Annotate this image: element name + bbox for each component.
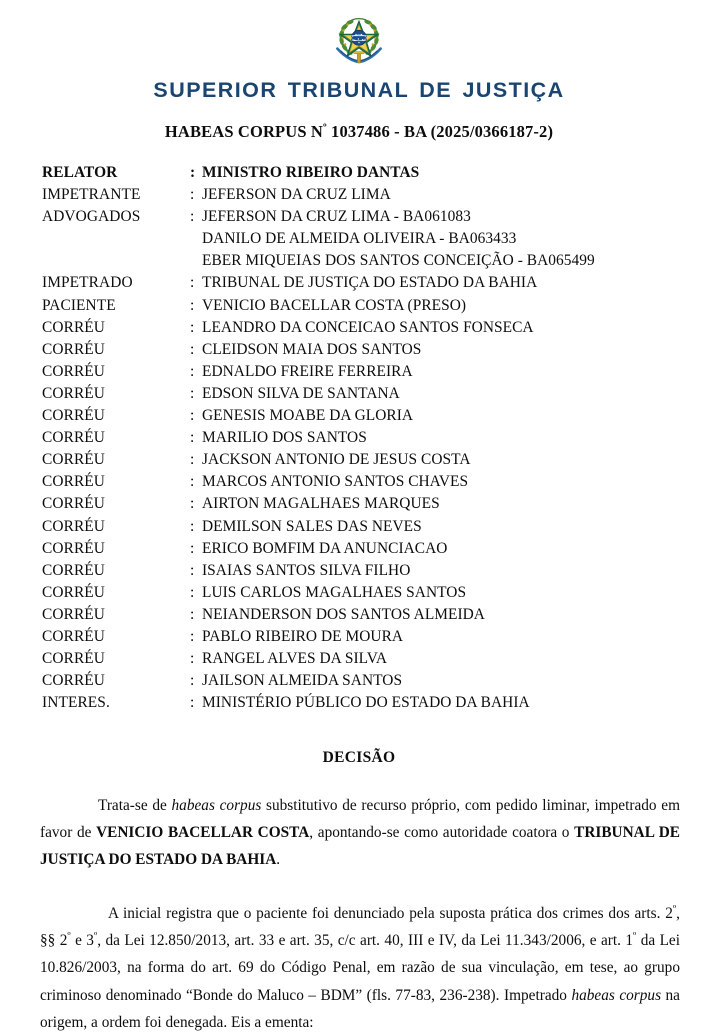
party-colon: :: [190, 208, 195, 226]
party-label: CORRÉU: [42, 429, 106, 447]
case-number: [0, 121, 718, 141]
party-label: CORRÉU: [42, 561, 106, 579]
party-label: CORRÉU: [42, 605, 106, 623]
decision-paragraph-2: [40, 900, 680, 1036]
par1-seg-5: , apontando-se como autoridade coatora o: [309, 824, 575, 842]
party-value: EDSON SILVA DE SANTANA: [202, 384, 400, 402]
party-label: CORRÉU: [42, 362, 106, 380]
party-value: TRIBUNAL DE JUSTIÇA DO ESTADO DA BAHIA: [202, 274, 538, 292]
party-value: ERICO BOMFIM DA ANUNCIACAO: [202, 539, 448, 557]
party-value: RANGEL ALVES DA SILVA: [202, 650, 388, 668]
party-value: PABLO RIBEIRO DE MOURA: [202, 627, 404, 645]
party-value: VENICIO BACELLAR COSTA (PRESO): [202, 296, 467, 314]
party-value: GENESIS MOABE DA GLORIA: [202, 407, 414, 425]
party-label: PACIENTE: [42, 296, 116, 314]
party-value: LUIS CARLOS MAGALHAES SANTOS: [202, 583, 467, 601]
party-colon: :: [190, 274, 195, 292]
party-label: CORRÉU: [42, 517, 106, 535]
par2-ordinal-3: º: [93, 930, 98, 942]
decision-heading: DECISÃO: [322, 749, 396, 767]
party-colon: :: [190, 605, 195, 623]
party-row: [42, 184, 680, 206]
party-row: [42, 604, 680, 626]
party-row-continuation: [42, 250, 680, 272]
case-number-rest: 1037486 - BA (2025/0366187-2): [326, 121, 554, 141]
party-colon: :: [190, 539, 195, 557]
party-value: EDNALDO FREIRE FERREIRA: [202, 362, 413, 380]
party-colon: :: [190, 473, 195, 491]
party-row: [42, 317, 680, 339]
party-row: [42, 648, 680, 670]
party-row: [42, 449, 680, 471]
party-colon: :: [190, 451, 195, 469]
decision-paragraph-1: [40, 792, 680, 874]
party-label: CORRÉU: [42, 473, 106, 491]
party-value: NEIANDERSON DOS SANTOS ALMEIDA: [202, 605, 485, 623]
party-label: RELATOR: [42, 164, 118, 181]
party-label: CORRÉU: [42, 650, 106, 668]
party-label: IMPETRANTE: [42, 186, 141, 204]
party-row: [42, 692, 680, 714]
party-label: IMPETRADO: [42, 274, 133, 292]
party-value: DANILO DE ALMEIDA OLIVEIRA - BA063433: [202, 230, 517, 248]
party-list: [0, 162, 718, 714]
party-colon: :: [190, 672, 195, 690]
party-row: [42, 427, 680, 449]
party-value: JAILSON ALMEIDA SANTOS: [202, 672, 403, 690]
par2-seg-2: , §§ 2: [40, 904, 680, 950]
brazil-coat-of-arms-icon: [329, 9, 389, 69]
party-colon: :: [190, 517, 195, 535]
document-masthead: [0, 0, 718, 140]
party-colon: :: [190, 340, 195, 358]
court-title: SUPERIOR TRIBUNAL DE JUSTIÇA: [153, 78, 565, 102]
party-value: JEFERSON DA CRUZ LIMA - BA061083: [202, 208, 471, 226]
party-colon: :: [190, 164, 196, 181]
party-row: [42, 626, 680, 648]
party-colon: :: [190, 186, 195, 204]
party-row: [42, 582, 680, 604]
party-colon: :: [190, 650, 195, 668]
party-value: MINISTÉRIO PÚBLICO DO ESTADO DA BAHIA: [202, 694, 530, 712]
party-row: [42, 493, 680, 515]
party-label: CORRÉU: [42, 451, 106, 469]
party-colon: :: [190, 583, 195, 601]
party-label: ADVOGADOS: [42, 208, 141, 226]
party-colon: :: [190, 627, 195, 645]
party-row: [42, 670, 680, 692]
par2-seg-7: na origem, a ordem foi denegada. Eis a ementa:: [40, 986, 680, 1031]
par1-seg-1: Trata-se de: [98, 796, 172, 814]
party-label: CORRÉU: [42, 318, 106, 336]
party-colon: :: [190, 384, 195, 402]
party-value: JACKSON ANTONIO DE JESUS COSTA: [202, 451, 471, 469]
party-value: MARCOS ANTONIO SANTOS CHAVES: [202, 473, 469, 491]
party-label: INTERES.: [42, 694, 110, 712]
party-row: [42, 516, 680, 538]
party-value: MINISTRO RIBEIRO DANTAS: [202, 164, 420, 181]
par2-habeas-corpus-italic: habeas corpus: [571, 986, 662, 1004]
party-label: CORRÉU: [42, 340, 106, 358]
par2-seg-5: da Lei 10.826/2003, na forma do art. 69 do Código Penal, em razão de sua vinculação, em tese, ao grupo criminoso denominado “Bonde do Maluco – BDM” (fls. 77-83, 236-238). Impetrado: [40, 932, 680, 1004]
par1-seg-3: substitutivo de recurso próprio, com pedido liminar, impetrado em favor de: [40, 796, 680, 842]
party-colon: :: [190, 495, 195, 513]
party-row-continuation: [42, 228, 680, 250]
party-row: [42, 538, 680, 560]
case-number-ordinal: º: [323, 121, 327, 133]
party-label: CORRÉU: [42, 495, 106, 513]
party-value: DEMILSON SALES DAS NEVES: [202, 517, 422, 535]
party-colon: :: [190, 296, 195, 314]
par2-ordinal-4: º: [633, 930, 637, 942]
par1-patient-name: VENICIO BACELLAR COSTA: [96, 824, 310, 842]
party-colon: :: [190, 694, 195, 712]
party-colon: :: [190, 407, 195, 425]
party-label: CORRÉU: [42, 407, 106, 425]
party-row: [42, 471, 680, 493]
party-colon: :: [190, 318, 195, 336]
party-value: ISAIAS SANTOS SILVA FILHO: [202, 561, 411, 579]
par1-habeas-corpus-italic: habeas corpus: [171, 796, 262, 814]
party-row: [42, 339, 680, 361]
par2-ordinal-2: º: [67, 930, 71, 942]
party-label: CORRÉU: [42, 583, 106, 601]
party-value: JEFERSON DA CRUZ LIMA: [202, 186, 391, 204]
party-label: CORRÉU: [42, 539, 106, 557]
party-row: [42, 560, 680, 582]
party-row: [42, 272, 680, 294]
party-row: [42, 295, 680, 317]
par1-seg-7: .: [276, 851, 281, 869]
party-row: [42, 383, 680, 405]
par2-seg-1: A inicial registra que o paciente foi denunciado pela suposta prática dos crimes dos arts. 2: [108, 904, 673, 922]
party-label: CORRÉU: [42, 384, 106, 402]
party-row: [42, 206, 680, 228]
party-value: CLEIDSON MAIA DOS SANTOS: [202, 340, 422, 358]
party-value: MARILIO DOS SANTOS: [202, 429, 367, 447]
par2-seg-4: , da Lei 12.850/2013, art. 33 e art. 35, c/c art. 40, III e IV, da Lei 11.343/2006, e art. 1: [97, 932, 634, 950]
party-row: [42, 361, 680, 383]
party-colon: :: [190, 561, 195, 579]
party-row: [42, 162, 680, 184]
decision-body: [0, 792, 718, 1036]
party-colon: :: [190, 429, 195, 447]
party-colon: :: [190, 362, 195, 380]
party-value: EBER MIQUEIAS DOS SANTOS CONCEIÇÃO - BA065499: [202, 252, 595, 270]
party-label: CORRÉU: [42, 672, 106, 690]
party-value: AIRTON MAGALHAES MARQUES: [202, 495, 440, 513]
par2-ordinal-1: º: [672, 903, 677, 915]
party-value: LEANDRO DA CONCEICAO SANTOS FONSECA: [202, 318, 534, 336]
party-row: [42, 405, 680, 427]
par2-seg-3: e 3: [70, 932, 94, 950]
par1-authority-name: TRIBUNAL DE JUSTIÇA DO ESTADO DA BAHIA: [40, 824, 681, 869]
case-number-prefix: HABEAS CORPUS N: [164, 121, 323, 141]
party-label: CORRÉU: [42, 627, 106, 645]
